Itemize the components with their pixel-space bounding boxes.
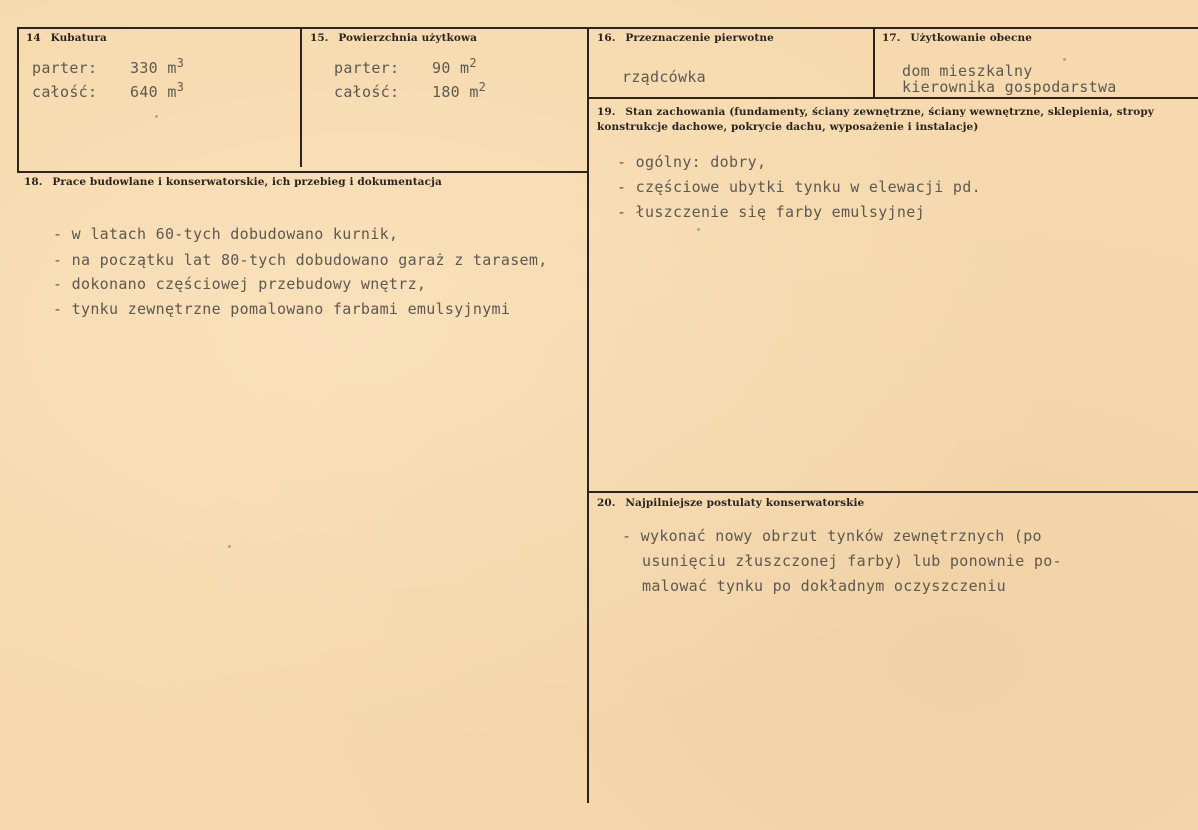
field-17-label: Użytkowanie obecne (910, 32, 1033, 44)
field-17-line-2: kierownika gospodarstwa (902, 78, 1117, 96)
paper-speck (1063, 58, 1066, 61)
field-15-number: 15. (310, 32, 329, 44)
field-19-label: Stan zachowania (fundamenty, ściany zewnętrzne, ściany wewnętrzne, sklepienia, stropy konstrukcje dachowe, pokrycie dachu, wyposażenie i instalacje) (597, 106, 1154, 133)
field-17-line-1: dom mieszkalny (902, 62, 1033, 80)
field-16-number: 16. (597, 32, 616, 44)
field-20-label: Najpilniejsze postulaty konserwatorskie (625, 497, 865, 509)
field-17-number: 17. (882, 32, 901, 44)
rule-left (17, 27, 19, 173)
rule-f18-top (18, 171, 588, 173)
field-15-header (310, 32, 477, 44)
field-18-line-3: - dokonano częściowej przebudowy wnętrz, (53, 275, 427, 293)
field-15-label: Powierzchnia użytkowa (338, 32, 478, 44)
rule-f19-top (588, 97, 1198, 99)
paper-speck (228, 545, 231, 548)
field-14-row-label: całość: (32, 83, 98, 101)
field-14-row-value: 330 m (130, 59, 177, 77)
field-18-line-2: - na początku lat 80-tych dobudowano garaż z tarasem, (53, 251, 548, 269)
rule-f14-f15 (300, 27, 302, 167)
unit-exponent: 3 (176, 56, 185, 70)
field-14-header (26, 32, 107, 44)
field-15-row-1 (334, 56, 477, 77)
field-19-line-1: - ogólny: dobry, (617, 153, 767, 171)
field-19-header (597, 105, 1167, 135)
field-15-row-value: 90 m (432, 59, 470, 77)
rule-f20-top (588, 491, 1198, 493)
rule-center (587, 27, 589, 803)
field-15-row-label: całość: (334, 83, 400, 101)
unit-exponent: 3 (176, 80, 185, 94)
rule-top (18, 27, 1198, 29)
field-14-label: Kubatura (50, 32, 107, 44)
field-18-line-1: - w latach 60-tych dobudowano kurnik, (53, 225, 399, 243)
field-14-row-2 (32, 80, 185, 101)
unit-exponent: 2 (478, 80, 487, 94)
field-16-label: Przeznaczenie pierwotne (625, 32, 774, 44)
field-14-row-value: 640 m (130, 83, 177, 101)
field-15-row-2 (334, 80, 487, 101)
field-20-line-1: - wykonać nowy obrzut tynków zewnętrznych (po (622, 527, 1042, 545)
unit-exponent: 2 (469, 56, 477, 70)
field-18-number: 18. (24, 176, 43, 188)
paper-speck (697, 228, 700, 231)
field-14-row-1 (32, 56, 185, 77)
field-18-header (24, 176, 442, 188)
field-20-line-3: malować tynku po dokładnym oczyszczeniu (642, 577, 1006, 595)
field-17-header (882, 32, 1032, 44)
field-19-line-3: - łuszczenie się farby emulsyjnej (617, 203, 925, 221)
field-14-row-label: parter: (32, 59, 98, 77)
field-18-label: Prace budowlane i konserwatorskie, ich przebieg i dokumentacja (52, 176, 442, 188)
field-20-line-2: usunięciu złuszczonej farby) lub ponownie po- (642, 552, 1062, 570)
field-19-number: 19. (597, 106, 616, 118)
rule-f16-f17 (873, 27, 875, 98)
field-14-number: 14 (26, 32, 41, 44)
field-16-value: rządcówka (622, 68, 706, 86)
field-16-header (597, 32, 774, 44)
field-15-row-value: 180 m (432, 83, 479, 101)
field-18-line-4: - tynku zewnętrzne pomalowano farbami emulsyjnymi (53, 300, 511, 318)
paper-speck (155, 115, 158, 118)
field-20-number: 20. (597, 497, 616, 509)
field-20-header (597, 497, 864, 509)
field-15-row-label: parter: (334, 59, 400, 77)
field-19-line-2: - częściowe ubytki tynku w elewacji pd. (617, 178, 981, 196)
